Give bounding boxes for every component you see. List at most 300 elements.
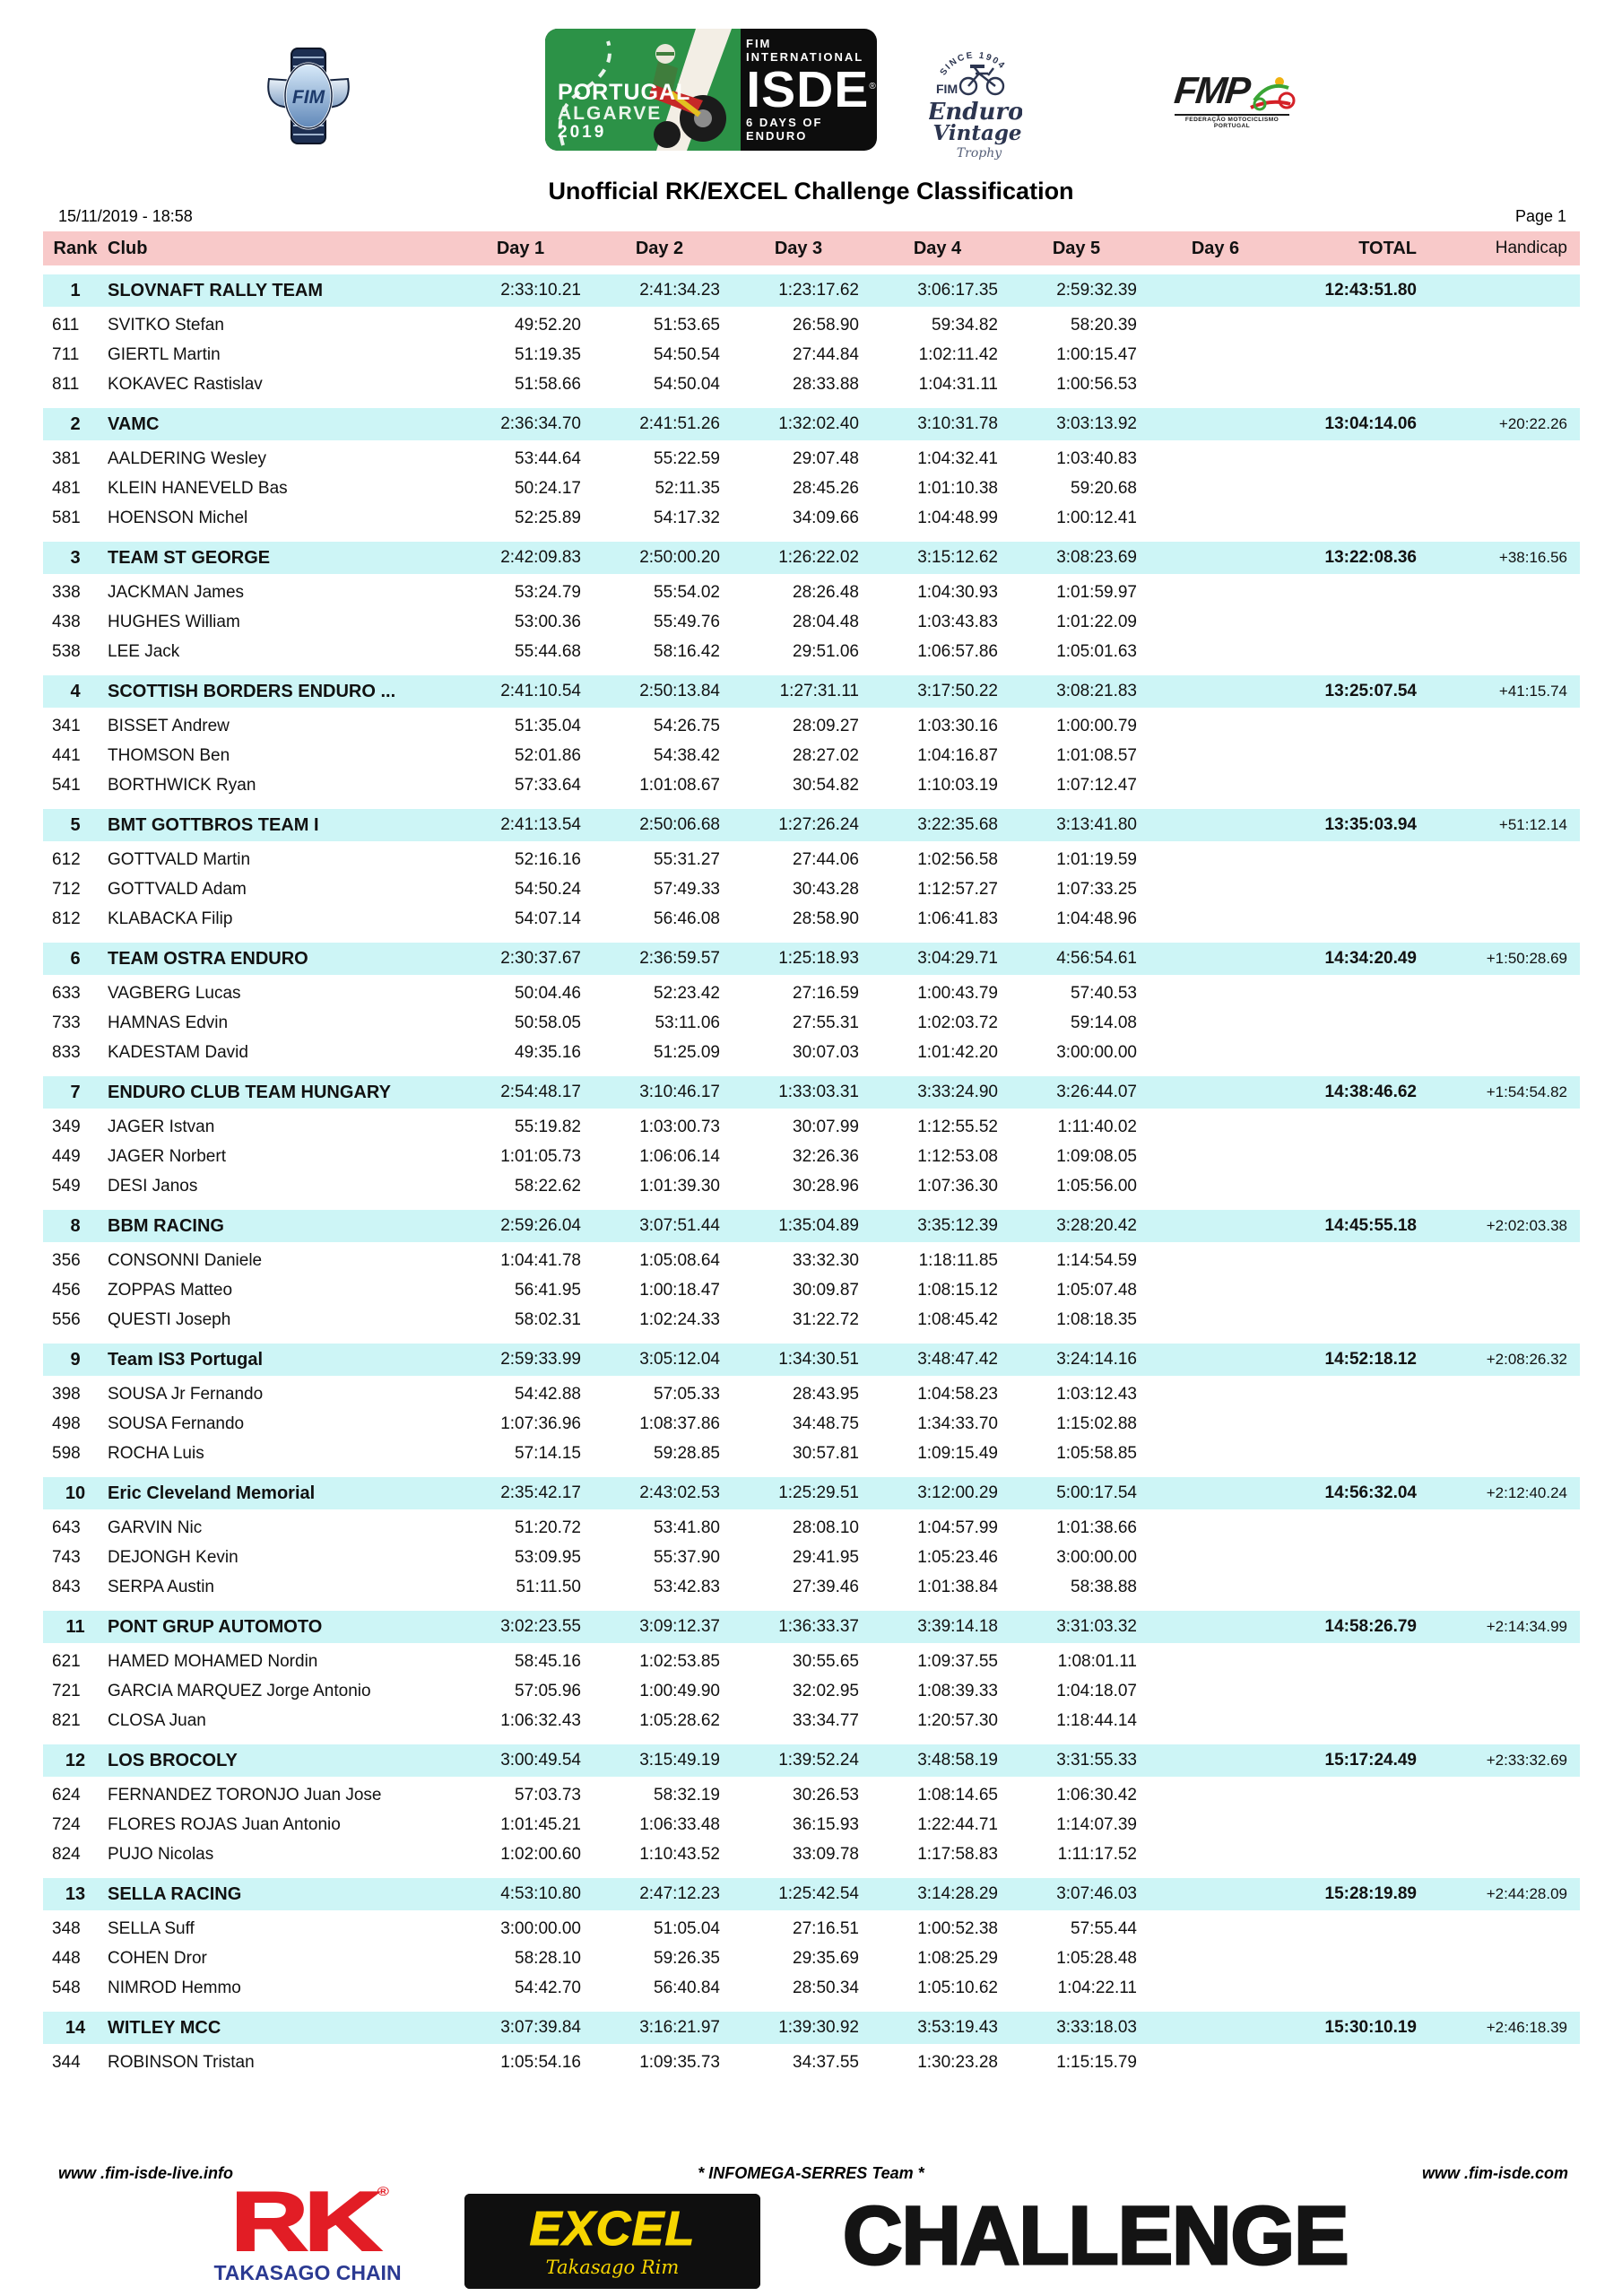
rider-day-4-time: 1:12:57.27 bbox=[917, 879, 998, 899]
rider-day-1-time: 51:58.66 bbox=[515, 374, 581, 394]
rider-number: 556 bbox=[52, 1309, 81, 1329]
rider-day-1-time: 1:05:54.16 bbox=[500, 2052, 581, 2072]
rider-number: 441 bbox=[52, 745, 81, 765]
team-day-2-time: 3:09:12.37 bbox=[639, 1617, 720, 1636]
isde-place-line2: ALGARVE bbox=[558, 103, 663, 124]
rider-day-1-time: 55:19.82 bbox=[515, 1117, 581, 1136]
team-day-5-time: 3:31:55.33 bbox=[1056, 1751, 1137, 1770]
rider-row bbox=[43, 503, 1580, 533]
rider-day-5-time: 1:00:00.79 bbox=[1056, 716, 1137, 735]
team-day-4-time: 3:14:28.29 bbox=[917, 1884, 998, 1903]
rider-day-3-time: 27:39.46 bbox=[793, 1577, 859, 1596]
column-header-day5: Day 5 bbox=[1052, 238, 1101, 258]
rider-day-1-time: 50:58.05 bbox=[515, 1013, 581, 1032]
rider-day-5-time: 1:14:07.39 bbox=[1056, 1814, 1137, 1834]
rider-day-2-time: 53:11.06 bbox=[655, 1013, 720, 1032]
team-rank: 4 bbox=[70, 681, 81, 701]
rider-day-3-time: 28:43.95 bbox=[793, 1384, 859, 1404]
rider-day-3-time: 28:08.10 bbox=[793, 1518, 859, 1537]
fmp-rider-icon bbox=[1249, 74, 1296, 111]
rider-day-3-time: 27:16.59 bbox=[793, 983, 859, 1003]
rider-day-1-time: 52:16.16 bbox=[515, 849, 581, 869]
rider-day-1-time: 1:01:05.73 bbox=[500, 1146, 581, 1166]
rider-day-3-time: 30:07.99 bbox=[793, 1117, 859, 1136]
team-day-1-time: 2:35:42.17 bbox=[500, 1483, 581, 1502]
rider-day-2-time: 57:05.33 bbox=[654, 1384, 720, 1404]
rider-number: 633 bbox=[52, 983, 81, 1003]
team-club-name: PONT GRUP AUTOMOTO bbox=[108, 1616, 323, 1637]
team-club-name: BBM RACING bbox=[108, 1215, 224, 1236]
team-day-3-time: 1:39:30.92 bbox=[778, 2018, 859, 2037]
team-day-1-time: 2:41:13.54 bbox=[500, 815, 581, 834]
rider-day-1-time: 50:04.46 bbox=[515, 983, 581, 1003]
rider-name: SOUSA Jr Fernando bbox=[108, 1384, 264, 1404]
rider-day-1-time: 57:03.73 bbox=[515, 1785, 581, 1805]
rider-day-5-time: 1:15:15.79 bbox=[1056, 2052, 1137, 2072]
rider-number: 338 bbox=[52, 582, 81, 602]
classification-table bbox=[43, 231, 1580, 2077]
team-row bbox=[43, 542, 1580, 574]
rider-row bbox=[43, 1543, 1580, 1572]
team-day-3-time: 1:25:42.54 bbox=[778, 1884, 859, 1903]
team-row bbox=[43, 943, 1580, 975]
rider-day-4-time: 1:04:48.99 bbox=[917, 508, 998, 527]
team-day-5-time: 3:24:14.16 bbox=[1056, 1350, 1137, 1369]
rider-day-2-time: 58:32.19 bbox=[654, 1785, 720, 1805]
rider-day-2-time: 1:00:18.47 bbox=[639, 1280, 720, 1300]
team-handicap: +51:12.14 bbox=[1498, 816, 1567, 833]
team-total-time: 15:30:10.19 bbox=[1324, 2018, 1417, 2037]
team-day-2-time: 3:05:12.04 bbox=[639, 1350, 720, 1369]
rider-day-3-time: 28:58.90 bbox=[793, 909, 859, 928]
vintage-arc-text: SINCE 1904 bbox=[938, 50, 1008, 78]
rider-number: 643 bbox=[52, 1518, 81, 1537]
isde-website-link[interactable]: www .fim-isde.com bbox=[1421, 2164, 1568, 2182]
team-row bbox=[43, 1477, 1580, 1509]
team-club-name: Eric Cleveland Memorial bbox=[108, 1483, 316, 1503]
rider-day-3-time: 30:57.81 bbox=[793, 1443, 859, 1463]
rider-name: GIERTL Martin bbox=[108, 344, 221, 364]
rider-number: 356 bbox=[52, 1250, 81, 1270]
rider-day-3-time: 27:16.51 bbox=[793, 1918, 859, 1938]
team-day-3-time: 1:25:29.51 bbox=[778, 1483, 859, 1502]
rider-day-5-time: 1:08:18.35 bbox=[1056, 1309, 1137, 1329]
rider-day-2-time: 1:02:24.33 bbox=[639, 1309, 720, 1329]
team-rank: 5 bbox=[70, 814, 81, 835]
vintage-line1: Enduro bbox=[929, 99, 1022, 126]
rider-day-3-time: 34:37.55 bbox=[793, 2052, 859, 2072]
rider-row bbox=[43, 1275, 1580, 1305]
team-total-time: 14:58:26.79 bbox=[1324, 1617, 1417, 1636]
rider-day-5-time: 1:01:38.66 bbox=[1056, 1518, 1137, 1537]
rider-number: 824 bbox=[52, 1844, 81, 1864]
rider-day-1-time: 51:20.72 bbox=[515, 1518, 581, 1537]
rider-day-3-time: 34:48.75 bbox=[793, 1413, 859, 1433]
column-header-club: Club bbox=[108, 238, 148, 258]
rider-day-4-time: 1:30:23.28 bbox=[917, 2052, 998, 2072]
team-day-3-time: 1:23:17.62 bbox=[778, 281, 859, 300]
team-handicap: +2:14:34.99 bbox=[1486, 1618, 1567, 1635]
rider-day-3-time: 29:51.06 bbox=[793, 641, 859, 661]
team-day-5-time: 3:08:21.83 bbox=[1056, 682, 1137, 700]
team-rank: 3 bbox=[70, 547, 81, 568]
column-header-day2: Day 2 bbox=[635, 238, 684, 258]
rider-name: BISSET Andrew bbox=[108, 716, 230, 735]
report-datetime: 15/11/2019 - 18:58 bbox=[58, 207, 193, 225]
rider-row bbox=[43, 1439, 1580, 1468]
rider-name: VAGBERG Lucas bbox=[108, 983, 241, 1003]
rider-name: FERNANDEZ TORONJO Juan Jose bbox=[108, 1785, 382, 1805]
rider-day-3-time: 36:15.93 bbox=[793, 1814, 859, 1834]
rider-number: 348 bbox=[52, 1918, 81, 1938]
rider-day-1-time: 58:28.10 bbox=[515, 1948, 581, 1968]
rider-day-4-time: 1:22:44.71 bbox=[917, 1814, 998, 1834]
rider-name: SOUSA Fernando bbox=[108, 1413, 245, 1433]
team-day-1-time: 2:30:37.67 bbox=[500, 949, 581, 968]
team-club-name: BMT GOTTBROS TEAM I bbox=[108, 814, 319, 835]
rider-name: QUESTI Joseph bbox=[108, 1309, 231, 1329]
fmp-logo bbox=[1172, 69, 1309, 129]
rider-day-2-time: 52:23.42 bbox=[654, 983, 720, 1003]
rider-day-1-time: 53:24.79 bbox=[515, 582, 581, 602]
team-day-2-time: 2:36:59.57 bbox=[639, 949, 720, 968]
rider-row bbox=[43, 1780, 1580, 1810]
rider-day-5-time: 1:03:12.43 bbox=[1056, 1384, 1137, 1404]
rider-day-2-time: 58:16.42 bbox=[654, 641, 720, 661]
team-club-name: SELLA RACING bbox=[108, 1883, 242, 1904]
rider-name: HUGHES William bbox=[108, 612, 240, 631]
excel-takasago-rim-logo bbox=[464, 2194, 760, 2289]
rider-day-5-time: 1:06:30.42 bbox=[1056, 1785, 1137, 1805]
rider-day-1-time: 49:35.16 bbox=[515, 1042, 581, 1062]
team-day-4-time: 3:17:50.22 bbox=[917, 682, 998, 700]
rider-name: KADESTAM David bbox=[108, 1042, 248, 1062]
rider-row bbox=[43, 370, 1580, 399]
team-day-4-time: 3:06:17.35 bbox=[917, 281, 998, 300]
rider-day-2-time: 54:50.54 bbox=[654, 344, 720, 364]
rider-day-3-time: 27:55.31 bbox=[793, 1013, 859, 1032]
rider-day-5-time: 1:11:40.02 bbox=[1057, 1117, 1137, 1136]
rider-day-2-time: 1:10:43.52 bbox=[639, 1844, 720, 1864]
rider-day-5-time: 1:04:22.11 bbox=[1057, 1978, 1137, 1997]
team-total-time: 13:04:14.06 bbox=[1324, 414, 1417, 433]
team-day-2-time: 2:50:06.68 bbox=[639, 815, 720, 834]
rider-name: GARCIA MARQUEZ Jorge Antonio bbox=[108, 1681, 371, 1700]
team-day-2-time: 3:07:51.44 bbox=[639, 1216, 720, 1235]
rider-day-1-time: 54:42.70 bbox=[515, 1978, 581, 1997]
rider-name: SELLA Suff bbox=[108, 1918, 195, 1938]
rider-number: 341 bbox=[52, 716, 81, 735]
fmp-name-label: FMP bbox=[1172, 69, 1252, 111]
team-day-4-time: 3:12:00.29 bbox=[917, 1483, 998, 1502]
team-day-5-time: 3:03:13.92 bbox=[1056, 414, 1137, 433]
rider-day-4-time: 1:01:10.38 bbox=[917, 478, 998, 498]
rider-number: 344 bbox=[52, 2052, 81, 2072]
rider-day-4-time: 1:00:43.79 bbox=[917, 983, 998, 1003]
team-club-name: LOS BROCOLY bbox=[108, 1750, 238, 1770]
team-total-time: 13:22:08.36 bbox=[1324, 548, 1417, 567]
rider-day-2-time: 55:22.59 bbox=[654, 448, 720, 468]
rider-row bbox=[43, 1112, 1580, 1142]
rider-day-4-time: 1:06:57.86 bbox=[917, 641, 998, 661]
team-day-3-time: 1:36:33.37 bbox=[778, 1617, 859, 1636]
rider-name: CLOSA Juan bbox=[108, 1710, 206, 1730]
rider-row bbox=[43, 1409, 1580, 1439]
team-day-5-time: 2:59:32.39 bbox=[1056, 281, 1137, 300]
team-row bbox=[43, 1344, 1580, 1376]
rider-number: 712 bbox=[52, 879, 81, 899]
rider-number: 724 bbox=[52, 1814, 81, 1834]
rider-row bbox=[43, 1973, 1580, 2003]
rider-name: COHEN Dror bbox=[108, 1948, 207, 1968]
rider-number: 549 bbox=[52, 1176, 81, 1196]
rider-day-5-time: 58:20.39 bbox=[1071, 315, 1137, 335]
rider-name: HAMNAS Edvin bbox=[108, 1013, 229, 1032]
team-day-2-time: 2:43:02.53 bbox=[639, 1483, 720, 1502]
rider-row bbox=[43, 607, 1580, 637]
rider-name: NIMROD Hemmo bbox=[108, 1978, 241, 1997]
vintage-motorcycle-icon bbox=[960, 66, 1003, 94]
team-handicap: +38:16.56 bbox=[1498, 549, 1567, 566]
rider-day-4-time: 59:34.82 bbox=[932, 315, 998, 335]
rider-day-2-time: 1:09:35.73 bbox=[639, 2052, 720, 2072]
team-total-time: 14:45:55.18 bbox=[1324, 1216, 1417, 1235]
team-day-3-time: 1:35:04.89 bbox=[778, 1216, 859, 1235]
rider-number: 621 bbox=[52, 1651, 81, 1671]
rider-row bbox=[43, 2048, 1580, 2077]
rider-number: 538 bbox=[52, 641, 81, 661]
team-rank: 10 bbox=[65, 1483, 86, 1503]
column-header-total: TOTAL bbox=[1358, 238, 1417, 258]
rider-name: BORTHWICK Ryan bbox=[108, 775, 256, 795]
column-header-day1: Day 1 bbox=[496, 238, 545, 258]
rider-number: 821 bbox=[52, 1710, 81, 1730]
column-header-day6: Day 6 bbox=[1191, 238, 1240, 258]
rider-day-1-time: 49:52.20 bbox=[515, 315, 581, 335]
team-day-4-time: 3:15:12.62 bbox=[917, 548, 998, 567]
team-club-name: SCOTTISH BORDERS ENDURO ... bbox=[108, 681, 396, 701]
rider-row bbox=[43, 444, 1580, 474]
team-handicap: +41:15.74 bbox=[1498, 683, 1567, 700]
team-day-3-time: 1:34:30.51 bbox=[778, 1350, 859, 1369]
rider-day-4-time: 1:12:53.08 bbox=[917, 1146, 998, 1166]
rider-day-5-time: 1:01:59.97 bbox=[1056, 582, 1137, 602]
rider-day-2-time: 1:01:08.67 bbox=[639, 775, 720, 795]
rider-number: 612 bbox=[52, 849, 81, 869]
rider-number: 733 bbox=[52, 1013, 81, 1032]
rider-day-4-time: 1:02:56.58 bbox=[917, 849, 998, 869]
team-total-time: 14:34:20.49 bbox=[1324, 949, 1417, 968]
team-day-3-time: 1:27:31.11 bbox=[779, 682, 859, 700]
team-total-time: 13:35:03.94 bbox=[1324, 815, 1417, 834]
rider-day-3-time: 29:07.48 bbox=[793, 448, 859, 468]
rider-name: GARVIN Nic bbox=[108, 1518, 203, 1537]
team-day-4-time: 3:48:58.19 bbox=[917, 1751, 998, 1770]
rider-number: 498 bbox=[52, 1413, 81, 1433]
rider-row bbox=[43, 1914, 1580, 1944]
rider-day-1-time: 55:44.68 bbox=[515, 641, 581, 661]
rider-day-3-time: 33:09.78 bbox=[793, 1844, 859, 1864]
team-total-time: 14:38:46.62 bbox=[1324, 1083, 1417, 1101]
rider-day-3-time: 31:22.72 bbox=[793, 1309, 859, 1329]
rider-name: KLABACKA Filip bbox=[108, 909, 233, 928]
team-rank: 11 bbox=[65, 1616, 85, 1637]
rider-day-4-time: 1:17:58.83 bbox=[917, 1844, 998, 1864]
rider-day-2-time: 53:41.80 bbox=[654, 1518, 720, 1537]
rider-number: 438 bbox=[52, 612, 81, 631]
rider-day-2-time: 54:50.04 bbox=[654, 374, 720, 394]
rider-row bbox=[43, 1379, 1580, 1409]
vintage-fim-label: FIM bbox=[936, 82, 958, 96]
column-header-day4: Day 4 bbox=[913, 238, 962, 258]
rider-number: 833 bbox=[52, 1042, 81, 1062]
rider-day-2-time: 55:49.76 bbox=[654, 612, 720, 631]
rider-day-3-time: 30:55.65 bbox=[793, 1651, 859, 1671]
rider-day-1-time: 1:02:00.60 bbox=[500, 1844, 581, 1864]
rider-day-5-time: 1:07:12.47 bbox=[1056, 775, 1137, 795]
rider-day-5-time: 1:08:01.11 bbox=[1057, 1651, 1137, 1671]
rider-number: 711 bbox=[52, 344, 80, 364]
team-day-1-time: 2:42:09.83 bbox=[500, 548, 581, 567]
rider-day-1-time: 58:22.62 bbox=[515, 1176, 581, 1196]
rider-name: ROBINSON Tristan bbox=[108, 2052, 255, 2072]
team-day-2-time: 2:41:34.23 bbox=[639, 281, 720, 300]
rider-day-1-time: 57:14.15 bbox=[515, 1443, 581, 1463]
live-timing-link[interactable]: www .fim-isde-live.info bbox=[58, 2164, 234, 2182]
team-day-3-time: 1:32:02.40 bbox=[778, 414, 859, 433]
rider-number: 811 bbox=[52, 374, 80, 394]
rider-day-4-time: 1:09:15.49 bbox=[917, 1443, 998, 1463]
isde-logo-black-panel: FIM INTERNATIONAL ISDE® 6 DAYS OF ENDURO bbox=[746, 36, 877, 144]
team-rank: 13 bbox=[65, 1883, 86, 1904]
rider-day-3-time: 30:43.28 bbox=[793, 879, 859, 899]
rider-day-1-time: 51:35.04 bbox=[515, 716, 581, 735]
team-day-2-time: 2:50:13.84 bbox=[639, 682, 720, 700]
rider-day-4-time: 1:18:11.85 bbox=[918, 1250, 998, 1270]
column-header-rank: Rank bbox=[53, 238, 98, 258]
team-day-1-time: 2:36:34.70 bbox=[500, 414, 581, 433]
rider-row bbox=[43, 1944, 1580, 1973]
team-day-4-time: 3:35:12.39 bbox=[917, 1216, 998, 1235]
rider-day-1-time: 57:05.96 bbox=[515, 1681, 581, 1700]
rider-row bbox=[43, 1810, 1580, 1839]
rider-number: 721 bbox=[52, 1681, 81, 1700]
rider-day-5-time: 58:38.88 bbox=[1071, 1577, 1137, 1596]
rider-day-5-time: 1:03:40.83 bbox=[1056, 448, 1137, 468]
results-body bbox=[43, 274, 1580, 2077]
rider-day-2-time: 59:28.85 bbox=[654, 1443, 720, 1463]
vintage-line3: Trophy bbox=[956, 146, 1002, 161]
rider-day-2-time: 1:03:00.73 bbox=[639, 1117, 720, 1136]
team-row bbox=[43, 2012, 1580, 2044]
rider-day-3-time: 27:44.06 bbox=[793, 849, 859, 869]
rider-day-3-time: 28:50.34 bbox=[793, 1978, 859, 1997]
team-handicap: +2:33:32.69 bbox=[1486, 1752, 1567, 1769]
rider-day-5-time: 1:18:44.14 bbox=[1056, 1710, 1137, 1730]
team-day-3-time: 1:33:03.31 bbox=[778, 1083, 859, 1101]
rider-row bbox=[43, 904, 1580, 934]
rider-day-2-time: 51:53.65 bbox=[654, 315, 720, 335]
team-rank: 7 bbox=[70, 1082, 81, 1102]
rider-day-5-time: 1:01:22.09 bbox=[1056, 612, 1137, 631]
team-club-name: TEAM OSTRA ENDURO bbox=[108, 948, 308, 969]
team-day-1-time: 3:00:49.54 bbox=[500, 1751, 581, 1770]
rider-day-4-time: 1:04:58.23 bbox=[917, 1384, 998, 1404]
rider-day-5-time: 1:00:12.41 bbox=[1056, 508, 1137, 527]
rider-day-1-time: 3:00:00.00 bbox=[500, 1918, 581, 1938]
rider-day-3-time: 34:09.66 bbox=[793, 508, 859, 527]
rider-day-3-time: 32:26.36 bbox=[793, 1146, 859, 1166]
rider-day-2-time: 1:01:39.30 bbox=[639, 1176, 720, 1196]
team-handicap: +2:46:18.39 bbox=[1486, 2019, 1567, 2036]
fmp-subtitle-label: FEDERAÇÃO MOTOCICLISMO PORTUGAL bbox=[1175, 114, 1289, 129]
rider-day-2-time: 54:17.32 bbox=[654, 508, 720, 527]
rider-day-5-time: 1:00:56.53 bbox=[1056, 374, 1137, 394]
rider-day-4-time: 1:12:55.52 bbox=[917, 1117, 998, 1136]
team-day-5-time: 3:26:44.07 bbox=[1056, 1083, 1137, 1101]
column-header-day3: Day 3 bbox=[774, 238, 823, 258]
rider-day-2-time: 51:05.04 bbox=[654, 1918, 720, 1938]
rider-name: HAMED MOHAMED Nordin bbox=[108, 1651, 318, 1671]
rider-day-1-time: 54:50.24 bbox=[515, 879, 581, 899]
rider-day-5-time: 3:00:00.00 bbox=[1056, 1547, 1137, 1567]
isde-tagline-label: 6 DAYS OF ENDURO bbox=[746, 116, 823, 144]
rider-day-4-time: 1:04:16.87 bbox=[917, 745, 998, 765]
rider-day-2-time: 1:06:33.48 bbox=[639, 1814, 720, 1834]
isde-event-logo bbox=[545, 29, 877, 151]
rider-row bbox=[43, 1246, 1580, 1275]
rider-day-2-time: 1:06:06.14 bbox=[639, 1146, 720, 1166]
rider-name: CONSONNI Daniele bbox=[108, 1250, 263, 1270]
rider-day-2-time: 55:54.02 bbox=[654, 582, 720, 602]
rider-day-2-time: 54:38.42 bbox=[654, 745, 720, 765]
team-rank: 14 bbox=[65, 2017, 86, 2038]
team-day-5-time: 3:13:41.80 bbox=[1056, 815, 1137, 834]
team-day-1-time: 2:59:26.04 bbox=[500, 1216, 581, 1235]
rider-row bbox=[43, 340, 1580, 370]
excel-logo-name: EXCEL bbox=[529, 2202, 696, 2256]
rider-day-4-time: 1:09:37.55 bbox=[917, 1651, 998, 1671]
team-day-1-time: 2:33:10.21 bbox=[500, 281, 581, 300]
timing-provider-label: * INFOMEGA-SERRES Team * bbox=[698, 2164, 924, 2182]
team-row bbox=[43, 809, 1580, 841]
rider-day-1-time: 51:19.35 bbox=[515, 344, 581, 364]
rider-day-2-time: 1:02:53.85 bbox=[639, 1651, 720, 1671]
rider-day-3-time: 28:04.48 bbox=[793, 612, 859, 631]
team-day-4-time: 3:10:31.78 bbox=[917, 414, 998, 433]
team-day-3-time: 1:25:18.93 bbox=[778, 949, 859, 968]
rider-name: DEJONGH Kevin bbox=[108, 1547, 239, 1567]
rider-row bbox=[43, 1142, 1580, 1171]
rider-day-5-time: 1:05:58.85 bbox=[1056, 1443, 1137, 1463]
rider-day-4-time: 1:10:03.19 bbox=[917, 775, 998, 795]
rider-day-1-time: 1:04:41.78 bbox=[500, 1250, 581, 1270]
rk-takasago-logo bbox=[204, 2174, 411, 2285]
team-day-5-time: 5:00:17.54 bbox=[1056, 1483, 1137, 1502]
team-rank: 12 bbox=[65, 1750, 86, 1770]
rider-day-4-time: 1:05:23.46 bbox=[917, 1547, 998, 1567]
rk-logo-subtitle: TAKASAGO CHAIN bbox=[213, 2261, 402, 2285]
team-rank: 8 bbox=[70, 1215, 81, 1236]
rider-day-4-time: 1:00:52.38 bbox=[917, 1918, 998, 1938]
rider-day-1-time: 50:24.17 bbox=[515, 478, 581, 498]
rider-name: JAGER Istvan bbox=[108, 1117, 215, 1136]
enduro-vintage-trophy-logo bbox=[929, 36, 1022, 163]
rider-number: 843 bbox=[52, 1577, 81, 1596]
isde-org-label: FIM INTERNATIONAL bbox=[746, 36, 864, 64]
rider-day-2-time: 51:25.09 bbox=[654, 1042, 720, 1062]
fim-logo-label: FIM bbox=[291, 87, 325, 108]
